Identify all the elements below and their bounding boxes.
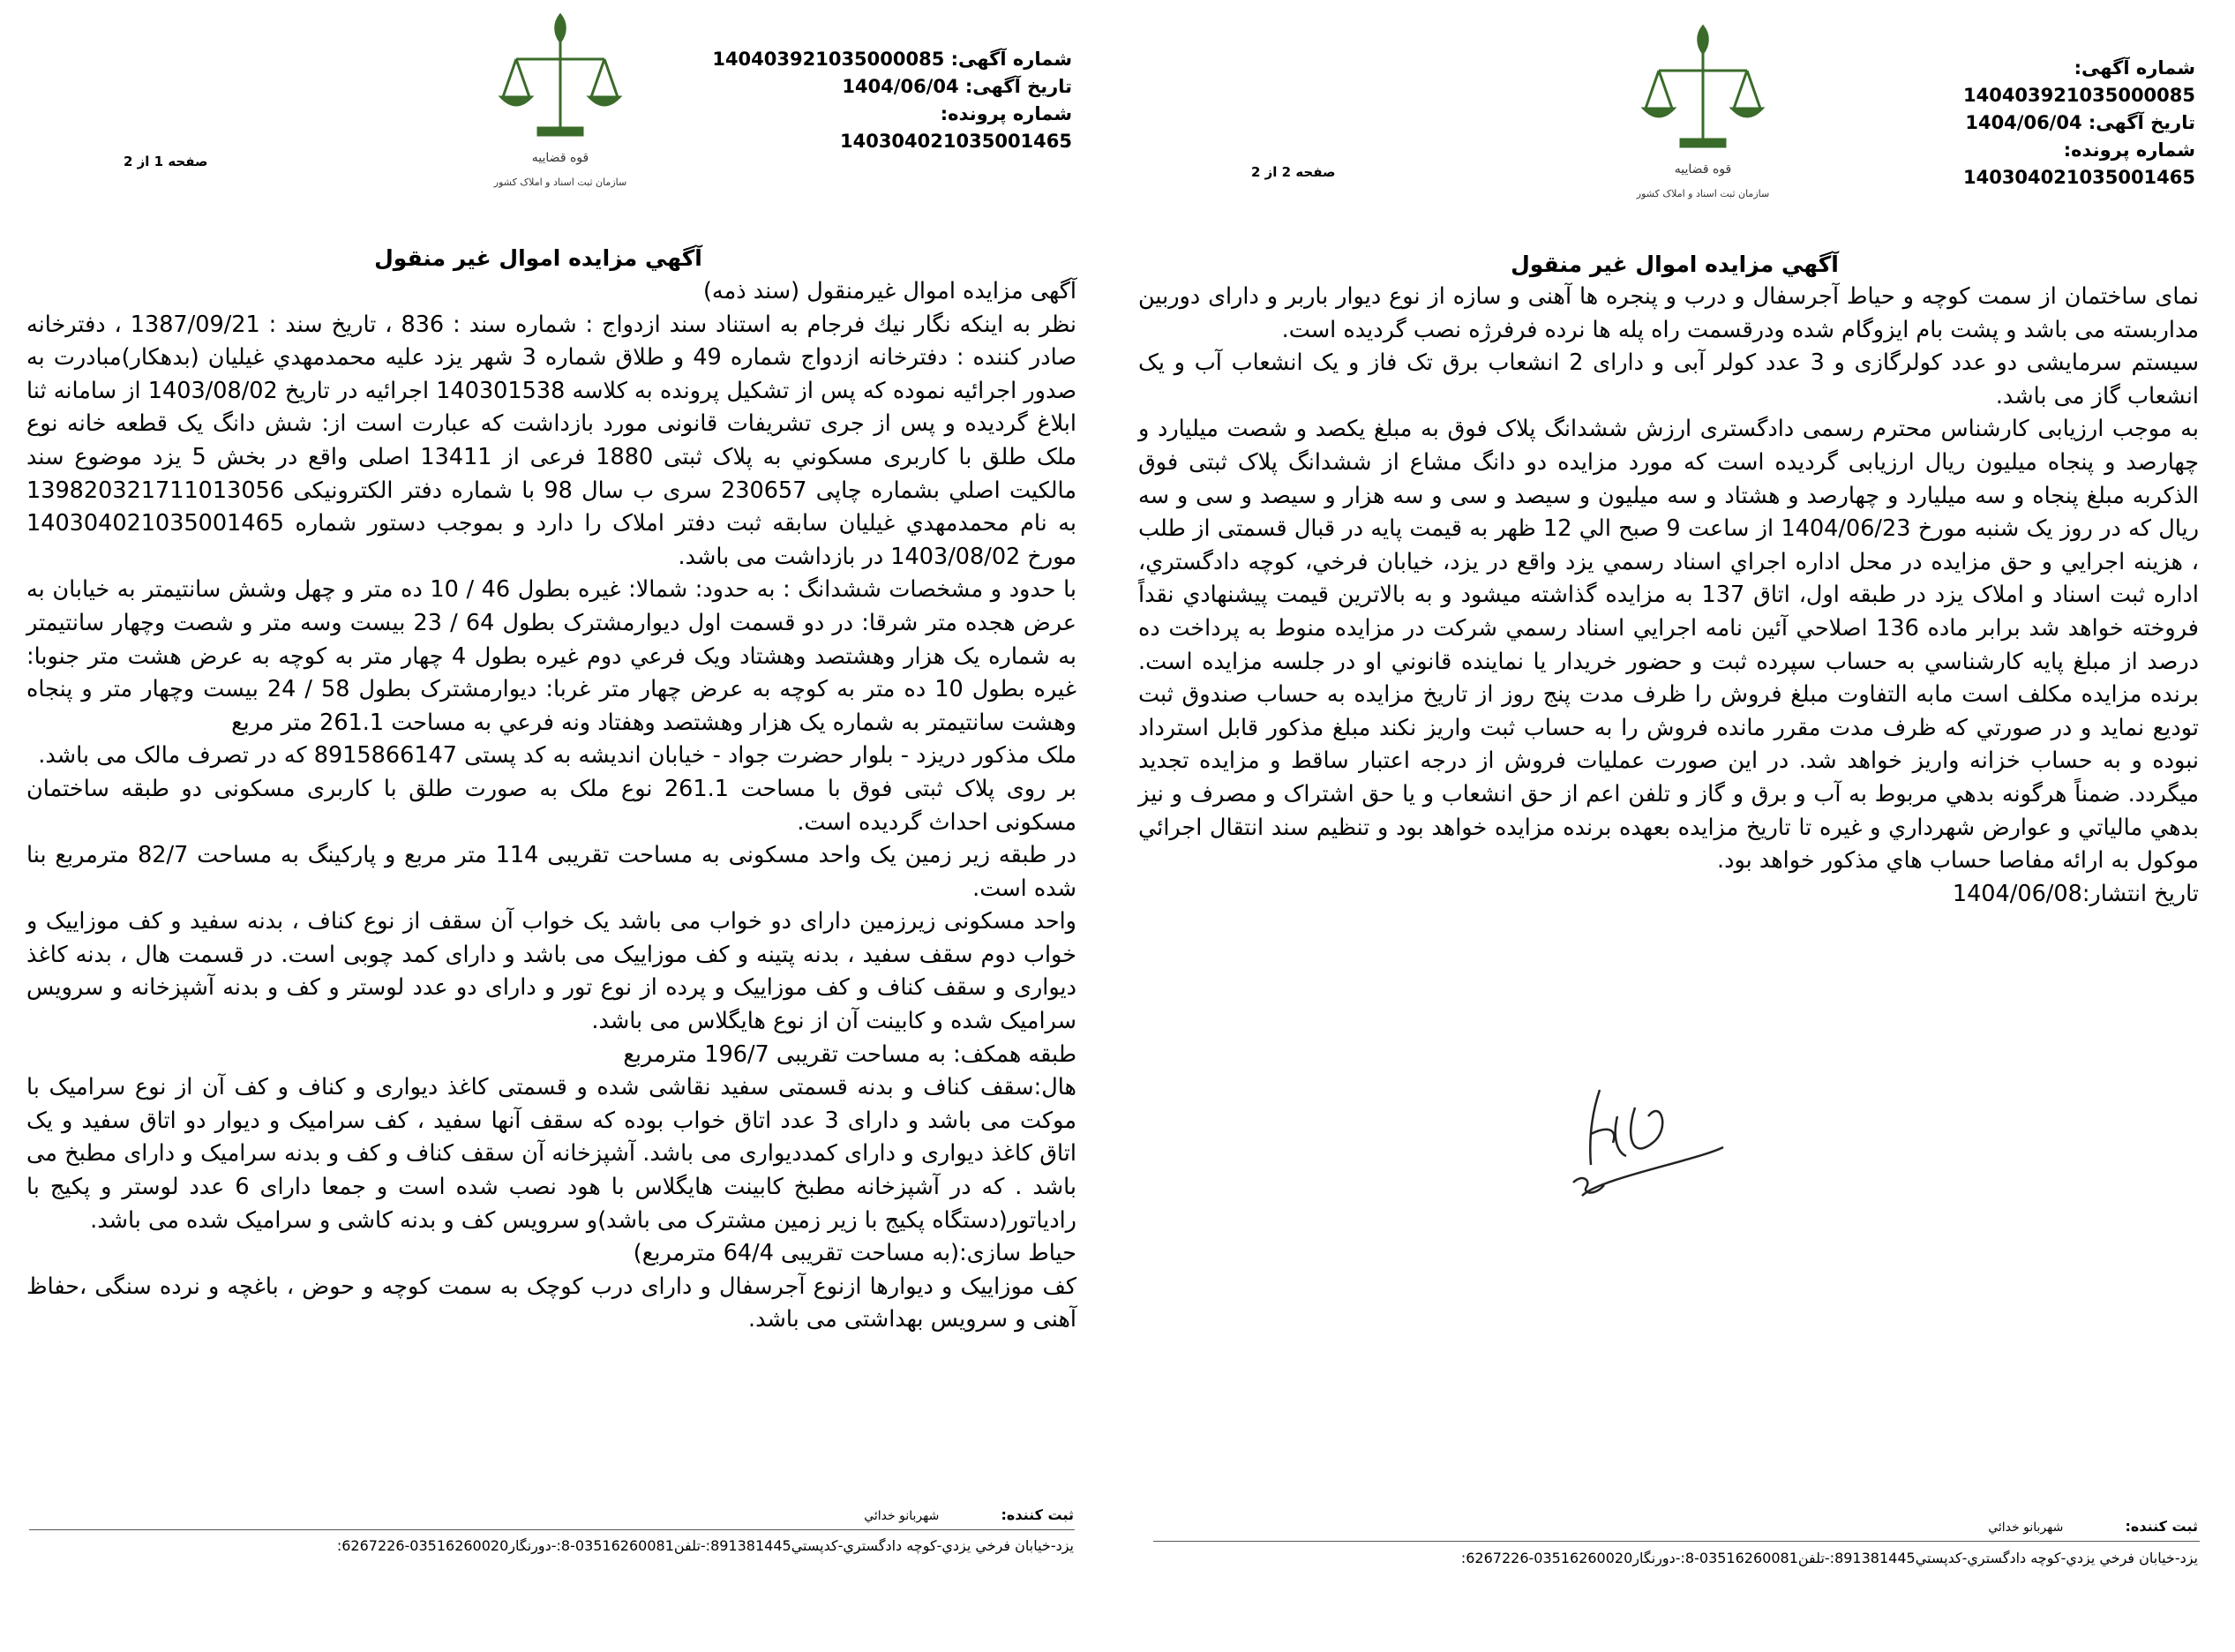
registrar-name: شهربانو خدائي xyxy=(864,1509,940,1523)
svg-text:سازمان ثبت اسناد و املاک کشور: سازمان ثبت اسناد و املاک کشور xyxy=(493,176,627,188)
notice-body xyxy=(26,275,1076,1337)
notice-title: آگهي مزایده اموال غیر منقول xyxy=(374,245,702,271)
judiciary-logo xyxy=(1628,16,1778,210)
paragraph: با حدود و مشخصات ششدانگ : به حدود: شمالا: غیره بطول 46 / 10 ده متر و چهل وشش سانتیمتر به خیابان به عرض هجده متر شرقا: در دو قسمت اول دیوارمشترک بطول 64 / 23 بیست وسه متر و شصت وچهار سانتیمتر به شماره یک هزار وهشتصد وهشتاد ویک فرعي دوم غیره بطول 4 چهار متر به کوچه به عرض هشت متر جنوبا: غیره بطول 10 ده متر به کوچه به عرض چهار متر غربا: دیوارمشترک بطول 58 / 24 بیست وچهار متر و پنجاه وهشت سانتیمتر به شماره یک هزار وهشتصد وهفتاد ونه فرعي به مساحت 261.1 متر مربع xyxy=(26,576,1077,736)
case-number: 140304021035001465 xyxy=(839,131,1072,152)
svg-text:سازمان ثبت اسناد و املاک کشور: سازمان ثبت اسناد و املاک کشور xyxy=(1636,188,1770,199)
paragraph: هال:سقف کناف و بدنه قسمتی سفید نقاشی شده و قسمتی کاغذ دیواری و کناف و کف آن از نوع سرامیک با موکت می باشد و دارای 3 عدد اتاق خواب بوده که سقف آنها سفید ، کف سرامیک و دیوار دو اتاق سفید و یک اتاق کاغذ دیواری و دارای کمددیواری می باشد. آشپزخانه آن سقف کناف و کف و بدنه سرامیک و دارای مطبخ می باشد . که در آشپزخانه مطبخ کابینت هایگلاس با هود نصب شده است و جمعا دارای 6 عدد لوستر و پکیج با رادیاتور(دستگاه پکیج با زیر زمین مشترک می باشد)و سرویس کف و بدنه کاشی و سرامیک شده می باشد. xyxy=(26,1074,1076,1234)
paragraph: طبقه همکف: به مساحت تقریبی 196/7 مترمربع xyxy=(623,1040,1076,1068)
page-1 xyxy=(0,0,1116,1652)
registrar-label: ثبت کننده: xyxy=(2125,1518,2198,1535)
signature-icon xyxy=(1564,1081,1732,1209)
paragraph: کف موزاییک و دیوارها ازنوع آجرسفال و دارای درب کوچک به سمت کوچه و حوض ، باغچه و نرده سنگی ،حفاظ آهنی و سرویس بهداشتی می باشد. xyxy=(26,1273,1076,1333)
svg-text:قوه قضاییه: قوه قضاییه xyxy=(1674,162,1732,176)
notice-body xyxy=(1138,281,2199,911)
paragraph: بر روی پلاک ثبتی فوق با مساحت 261.1 نوع ملک به صورت طلق با کاربری مسکونی دو طبقه ساختمان مسکونی احداث گردیده است. xyxy=(26,775,1076,836)
ad-date: 1404/06/04 xyxy=(1965,112,2082,133)
registrar xyxy=(864,1506,1074,1523)
ad-header xyxy=(706,46,1072,155)
ad-number-label: شماره آگهی: xyxy=(950,49,1072,70)
ad-date-label: تاریخ آگهی: xyxy=(964,76,1072,97)
office-address: یزد-خیابان فرخي یزدي-کوچه دادگستري-کدپستي891381445:-تلفن03516260081-8:-دورنگار03516260020-6267226: xyxy=(1460,1550,2198,1566)
footer-divider xyxy=(29,1529,1075,1530)
scales-of-justice-icon xyxy=(485,4,635,199)
publish-date: تاریخ انتشار:1404/06/08 xyxy=(1952,880,2199,907)
svg-text:قوه قضاییه: قوه قضاییه xyxy=(531,151,589,165)
paragraph: سیستم سرمایشی دو عدد کولرگازی و 3 عدد کولر آبی و دارای 2 انشعاب برق تک فاز و یک انشعاب آب و یک انشعاب گاز می باشد. xyxy=(1138,349,2199,409)
page-2 xyxy=(1119,0,2235,1652)
office-address: یزد-خیابان فرخي یزدي-کوچه دادگستري-کدپستي891381445:-تلفن03516260081-8:-دورنگار03516260020-6267226: xyxy=(336,1537,1074,1554)
ad-number: 140403921035000085 xyxy=(1962,85,2195,106)
case-number-label: شماره پرونده: xyxy=(2063,139,2195,161)
footer-divider xyxy=(1153,1541,2200,1542)
paragraph: حیاط سازی:(به مساحت تقریبی 64/4 مترمربع) xyxy=(633,1240,1076,1267)
paragraph: آگهی مزایده اموال غیرمنقول (سند ذمه) xyxy=(702,278,1076,304)
paragraph: ملک مذکور دریزد - بلوار حضرت جواد - خیابان اندیشه به کد پستی 8915866147 که در تصرف مالک می باشد. xyxy=(38,742,1076,770)
case-number-label: شماره پرونده: xyxy=(940,103,1072,124)
paragraph: نظر به اینکه نگار نیك فرجام به استناد سند ازدواج : شماره سند : 836 ، تاریخ سند : 1387/09/21 ، دفترخانه صادر کننده : دفترخانه ازدواج شماره 49 و طلاق شماره 3 شهر یزد علیه محمدمهدي غیلیان (بدهکار)مبادرت به صدور اجرائیه نموده که پس از تشکیل پرونده به کلاسه 140301538 اجرائیه در تاریخ 1403/08/02 از سامانه ثنا ابلاغ گردیده و پس از جری تشریفات قانونی مورد بازداشت که عبارت است از: شش دانگ یک قطعه خانه نوع ملک طلق با کاربری مسکوني به پلاک ثبتی 1880 فرعی از 13411 اصلی واقع در بخش 5 یزد موضوع سند مالکیت اصلي بشماره چاپی 230657 سری ب سال 98 با شماره دفتر الکترونیکی 139820321711013056 به نام محمدمهدي غیلیان سابقه ثبت دفتر املاک را دارد و بموجب دستور شماره 140304021035001465 مورخ 1403/08/02 در بازداشت می باشد. xyxy=(26,311,1077,570)
registrar xyxy=(1988,1518,2198,1535)
ad-number-label: شماره آگهی: xyxy=(2074,57,2195,79)
ad-date-label: تاریخ آگهی: xyxy=(2088,112,2195,133)
notice-title: آگهي مزایده اموال غیر منقول xyxy=(1511,252,1839,277)
paragraph: در طبقه زیر زمین یک واحد مسکونی به مساحت تقریبی 114 متر مربع و پارکینگ به مساحت 82/7 مترمربع بنا شده است. xyxy=(26,842,1076,902)
scales-of-justice-icon xyxy=(1628,16,1778,210)
judiciary-logo xyxy=(485,4,635,199)
registrar-label: ثبت کننده: xyxy=(1001,1506,1074,1523)
registrar-name: شهربانو خدائي xyxy=(1988,1521,2064,1535)
ad-number: 140403921035000085 xyxy=(712,49,945,70)
case-number: 140304021035001465 xyxy=(1962,167,2195,188)
page-number: صفحه 2 از 2 xyxy=(1251,164,1336,180)
ad-date: 1404/06/04 xyxy=(842,76,959,97)
ad-header xyxy=(1842,55,2195,191)
page-number: صفحه 1 از 2 xyxy=(124,154,208,169)
paragraph: به موجب ارزیابی کارشناس محترم رسمی دادگستری ارزش ششدانگ پلاک فوق به مبلغ یکصد و شصت میلیارد و چهارصد و پنجاه میلیون ریال ارزیابی گردیده است که مورد مزایده دو دانگ مشاع از ششدانگ پلاک ثبتی فوق الذکربه مبلغ پنجاه و سه میلیارد و چهارصد و هشتاد و سه میلیون و سیصد و سی و سه هزار و سیصد و سی و سه ریال که در روز یک شنبه مورخ 1404/06/23 از ساعت 9 صبح الي 12 ظهر به قیمت پایه در قبال قسمتی از طلب ، هزینه اجرایي و حق مزایده در محل اداره اجراي اسناد رسمي یزد واقع در یزد، خیابان فرخي، کوچه دادگستري، اداره ثبت اسناد و املاک یزد در طبقه اول، اتاق 137 به مزایده گذاشته میشود و به بالاترین قیمت پیشنهادي نقداً فروخته خواهد شد برابر ماده 136 اصلاحي آئین نامه اجرایي اسناد رسمي شرکت در مزایده منوط به پرداخت ده درصد از مبلغ پایه کارشناسي به حساب سپرده ثبت و حضور خریدار یا نماینده قانوني او در جلسه مزایده است. برنده مزایده مکلف است مابه التفاوت مبلغ فروش را ظرف مدت پنج روز از تاریخ مزایده به حساب صندوق ثبت تودیع نماید و در صورتي که ظرف مدت مقرر مانده فروش را به حساب ثبت واریز نکند مبلغ مذکور قابل استرداد نبوده و به حساب خزانه واریز خواهد شد. در این صورت عملیات فروش از درجه اعتبار ساقط و مزایده تجدید میگردد. ضمناً هرگونه بدهي مربوط به آب و برق و گاز و تلفن اعم از حق انشعاب و یا حق اشتراک و مصرف و نیز بدهي مالیاتي و عوارض شهرداري و غیره تا تاریخ مزایده بعهده برنده مزایده خواهد بود و تنظیم سند انتقال اجرائي موکول به ارائه مفاصا حساب هاي مذکور خواهد بود. xyxy=(1138,416,2200,875)
paragraph: نمای ساختمان از سمت کوچه و حیاط آجرسفال و درب و پنجره ها آهنی و سازه از نوع دیوار باربر و دارای دوربین مداربسته می باشد و پشت بام ایزوگام شده ودرقسمت راه پله ها نرده فرفرژه نصب گردیده است. xyxy=(1138,283,2199,343)
paragraph: واحد مسکونی زیرزمین دارای دو خواب می باشد یک خواب آن سقف از نوع کناف ، بدنه سفید و کف موزاییک و خواب دوم سقف سفید ، بدنه پتینه و کف موزاییک می باشد و دارای کمد چوبی است. در قسمت هال ، بدنه کاغذ دیواری و سقف کناف و کف موزاییک و پرده از نوع تور و دارای دو عدد لوستر و کف و بدنه آشپزخانه و سرویس سرامیک شده و کابینت آن از نوع هایگلاس می باشد. xyxy=(26,908,1076,1035)
signature xyxy=(1564,1081,1732,1213)
